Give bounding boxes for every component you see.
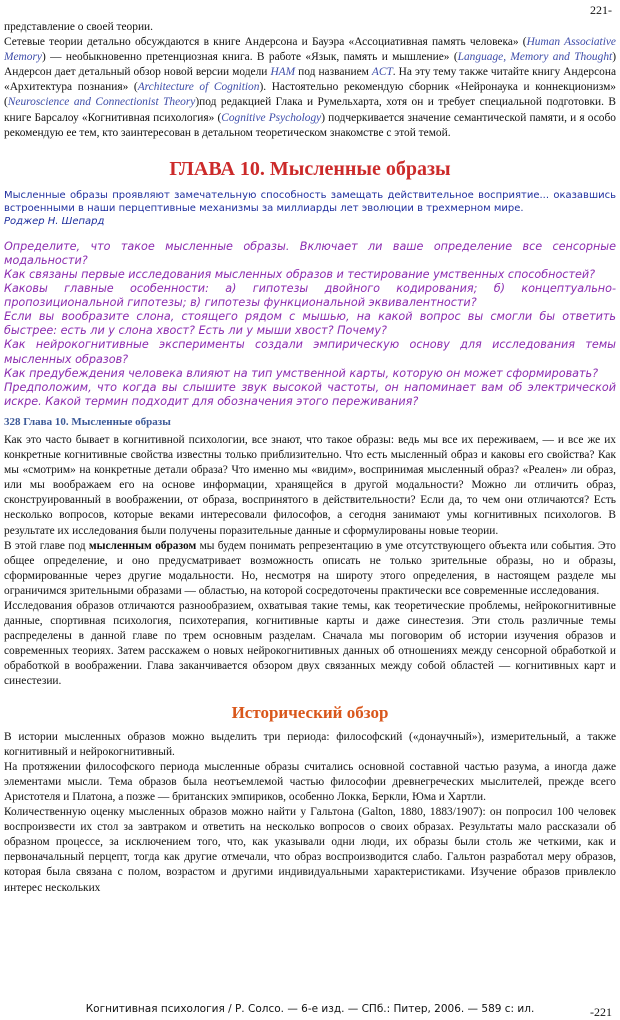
question-item: Предположим, что когда вы слышите звук высокой частоты, он напоминает вам об электрической искре. Какой термин подходит для обозначения этого переживания? bbox=[4, 380, 616, 408]
model-name: HAM bbox=[270, 66, 296, 79]
model-name: ACT bbox=[371, 66, 393, 79]
intro-text: Сетевые теории детально обсуждаются в книге Андерсона и Бауэра «Ассоциативная память человека» ( bbox=[4, 36, 527, 49]
intro-text: ) Андерсон дает детальный обзор новой версии модели bbox=[4, 51, 616, 79]
question-item: Определите, что такое мысленные образы. Включает ли ваше определение все сенсорные модальности? bbox=[4, 239, 616, 267]
section-title: Исторический обзор bbox=[231, 702, 389, 722]
chapter-title: ГЛАВА 10. Мысленные образы bbox=[169, 157, 451, 180]
epigraph-text: Мысленные образы проявляют замечательную способность замещать действительное восприятие... оказавшись встроенными в наши перцептивные механизмы за миллиарды лет эволюции в трехмерном мире. bbox=[4, 189, 616, 214]
footer-citation: Когнитивная психология / Р. Солсо. — 6-е изд. — СПб.: Питер, 2006. — 589 с: ил. bbox=[85, 1003, 535, 1015]
epigraph-author: Роджер Н. Шепард bbox=[4, 215, 105, 227]
question-item: Каковы главные особенности: а) гипотезы двойного кодирования; б) концептуально-пропозициональной гипотезы; в) гипотезы функциональной эквивалентности? bbox=[4, 282, 616, 310]
intro-text: под названием bbox=[295, 66, 372, 79]
book-title-en: Neuroscience and Connectionist Theory bbox=[7, 96, 196, 109]
question-item: Как нейрокогнитивные эксперименты создали эмпирическую основу для исследования темы мысленных образов? bbox=[4, 338, 616, 366]
body-text: мы будем понимать репрезентацию в уме отсутствующего объекта или события. Это общее определение, и оно предусматривает возможность описать не только зрительные образы, но и образы, сформированные через другие модальности. Но, несмотря на широту этого определения, в настоящем разделе мы ограничимся зрительными образами — областью, на которой сосредоточены практически все современные исследования. bbox=[4, 539, 616, 597]
intro-text: . На эту тему также читайте книгу Андерсона «Архитектура познания» ( bbox=[4, 66, 616, 94]
book-title-en: Cognitive Psychology bbox=[221, 111, 322, 124]
intro-paragraph bbox=[4, 35, 616, 141]
body-paragraph: Как это часто бывает в когнитивной психологии, все знают, что такое образы: ведь мы все их переживаем, — и все же их конкретные когнитивные свойства известны только приблизительно. Что есть мысленный образ и каковы его свойства? Как мы «смотрим» на конкретные детали образа? Что именно мы «видим», воспринимая мысленный образ? «Реален» ли образ, или мы воображаем его на основе информации, хранящейся в другой модальности? Можно ли отличить образ, сконструированный в воображении, от образа, воспринятого в действительности? Если да, то чем они отличаются? Есть несколько вопросов, которые веками интересовали философов, а сегодня занимают умы когнитивных психологов. В результате их исследования были получены поразительные данные и сформулированы новые теории. bbox=[4, 433, 616, 537]
page-text bbox=[4, 20, 616, 896]
intro-text: ) — необыкновенно претенциозная книга. В работе «Язык, память и мышление» ( bbox=[41, 51, 458, 64]
question-item: Если вы вообразите слона, стоящего рядом с мышью, на какой вопрос вы смогли бы ответить быстрее: есть ли у слона хвост? Есть ли у мыши хвост? Почему? bbox=[4, 310, 616, 338]
page-number-bottom: -221 bbox=[590, 1005, 612, 1019]
chapter-questions bbox=[4, 240, 616, 409]
page-number-top: 221- bbox=[590, 3, 612, 17]
running-head: 328 Глава 10. Мысленные образы bbox=[4, 415, 171, 428]
term-bold: мысленным образом bbox=[88, 539, 197, 552]
body-text: В этой главе под bbox=[4, 539, 89, 552]
intro-line: представление о своей теории. bbox=[4, 21, 153, 33]
epigraph bbox=[4, 189, 616, 228]
history-paragraph: На протяжении философского периода мысленные образы считались основной составной частью разума, а иногда даже элементами мысли. Тема образов была неотъемлемой частью философии древнегреческих мыслителей, прежде всего Аристотеля и Платона, а позже — британских эмпириков, особенно Локка, Беркли, Юма и Хартли. bbox=[4, 760, 616, 803]
book-title-en: Human Associative Memory bbox=[4, 36, 616, 64]
book-title-en: Architecture of Cognition bbox=[137, 81, 260, 94]
book-title-en: Language, Memory and Thought bbox=[457, 51, 613, 64]
question-item: Как связаны первые исследования мысленных образов и тестирование умственных способностей? bbox=[4, 267, 596, 281]
body-paragraph bbox=[4, 539, 616, 599]
intro-text: )под редакцией Глака и Румельхарта, хотя он и требует специальной подготовки. В книге Барсалоу «Когнитивная психология» ( bbox=[4, 96, 616, 124]
intro-text: ). Настоятельно рекомендую сборник «Нейронаука и коннекционизм» ( bbox=[4, 81, 616, 109]
history-paragraph: В истории мысленных образов можно выделить три периода: философский («донаучный»), измерительный, а также когнитивный и нейрокогнитивный. bbox=[4, 730, 616, 758]
page-footer bbox=[0, 1003, 620, 1019]
body-paragraph: Исследования образов отличаются разнообразием, охватывая такие темы, как теоретические проблемы, нейрокогнитивные данные, спортивная психология, психотерапия, когнитивные карты и даже синестезия. Эти столь различные темы распределены в данной главе по трем основным разделам. Сначала мы поговорим об истории изучения образов и современных теориях. Затем расскажем о новых нейрокогнитивных данных об отношениях между сенсорной обработкой и обработкой в воображении. Глава заканчивается обзором двух связанных между собой областей — когнитивных карт и синестезии. bbox=[4, 600, 616, 688]
question-item: Как предубеждения человека влияют на тип умственной карты, которую он может сформировать? bbox=[4, 366, 599, 380]
intro-text: ) подчеркивается значение семантической памяти, и я особо рекомендую ее тем, кто заинтересован в детальном теоретическом знакомстве с этой темой. bbox=[4, 111, 616, 139]
history-paragraph: Количественную оценку мысленных образов можно найти у Гальтона (Galton, 1880, 1883/1907): он попросил 100 человек воспроизвести их стол за завтраком и ответить на несколько вопросов о своих образах. Результаты мало рассказали об образном процессе, за исключением того, что, как указывали одни люди, их образы были столь же четкими, как и первоначальный перцепт, тогда как другие отмечали, что образ воспроизводится слабо. Гальтон разработал меру образов, которая была связана с полом, возрастом и другими индивидуальными характеристиками. Изучение образов привлекло интерес нескольких bbox=[4, 806, 616, 894]
